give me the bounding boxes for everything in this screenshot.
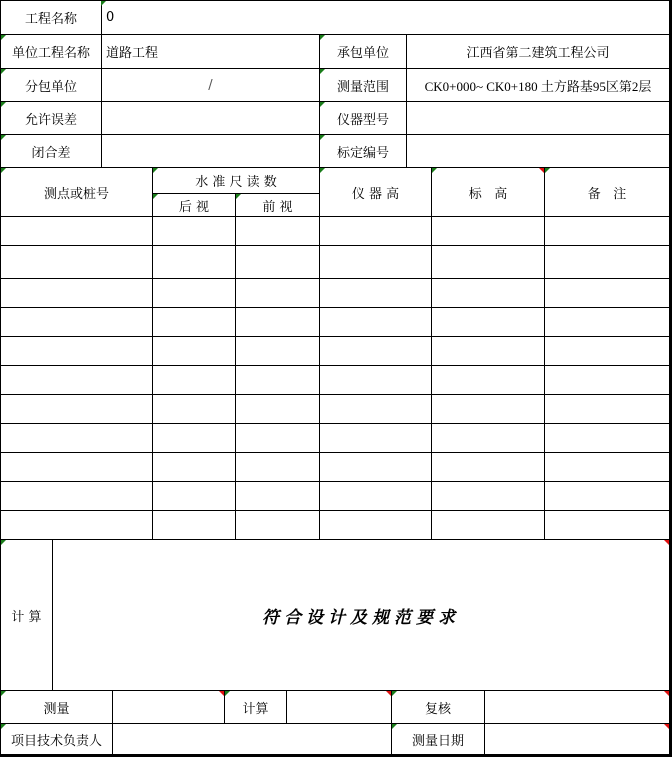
cell-elevation[interactable]: [432, 424, 544, 452]
cell-foresight[interactable]: [236, 511, 319, 539]
cell-backsight[interactable]: [153, 453, 235, 481]
cell-foresight[interactable]: [236, 246, 319, 278]
calibration-no-label: 标定编号: [336, 145, 389, 161]
cell-instrument-height[interactable]: [320, 217, 431, 245]
cell-elevation[interactable]: [432, 395, 544, 423]
cell-station[interactable]: [1, 424, 152, 452]
cell-elevation[interactable]: [432, 217, 544, 245]
cell-remarks[interactable]: [545, 511, 669, 539]
cell-elevation[interactable]: [432, 308, 544, 336]
cell-elevation[interactable]: [432, 366, 544, 394]
cell-remarks[interactable]: [545, 279, 669, 307]
cell-backsight[interactable]: [153, 308, 235, 336]
closure-error-field[interactable]: [102, 135, 319, 167]
cell-instrument-height[interactable]: [320, 246, 431, 278]
cell-backsight[interactable]: [153, 482, 235, 510]
unit-project-label: 单位工程名称: [11, 46, 90, 61]
reviewer-label: 复核: [424, 701, 451, 717]
cell-foresight[interactable]: [236, 395, 319, 423]
cell-backsight[interactable]: [153, 511, 235, 539]
calculation-result[interactable]: 符合设计及规范要求: [262, 607, 460, 628]
cell-remarks[interactable]: [545, 246, 669, 278]
cell-station[interactable]: [1, 308, 152, 336]
cell-instrument-height[interactable]: [320, 279, 431, 307]
surveyor-label: 测量: [43, 701, 70, 717]
cell-station[interactable]: [1, 337, 152, 365]
survey-range-field[interactable]: CK0+000~ CK0+180 土方路基95区第2层: [424, 78, 652, 94]
cell-instrument-height[interactable]: [320, 337, 431, 365]
survey-date-field[interactable]: [485, 724, 669, 754]
cell-instrument-height[interactable]: [320, 424, 431, 452]
project-name-label: 工程名称: [24, 12, 77, 27]
cell-remarks[interactable]: [545, 366, 669, 394]
project-name-field[interactable]: 0: [106, 10, 115, 25]
cell-remarks[interactable]: [545, 308, 669, 336]
column-header-backsight: 后 视: [178, 199, 210, 215]
cell-remarks[interactable]: [545, 217, 669, 245]
calculator-label: 计算: [242, 701, 269, 717]
surveyor-field[interactable]: [113, 691, 224, 723]
cell-elevation[interactable]: [432, 482, 544, 510]
cell-station[interactable]: [1, 482, 152, 510]
contractor-label: 承包单位: [336, 46, 389, 61]
tech-lead-label: 项目技术负责人: [10, 733, 102, 749]
column-header-elevation: 标 高: [468, 186, 508, 202]
tolerance-label: 允许误差: [24, 112, 77, 128]
cell-station[interactable]: [1, 511, 152, 539]
cell-foresight[interactable]: [236, 453, 319, 481]
cell-elevation[interactable]: [432, 246, 544, 278]
cell-backsight[interactable]: [153, 366, 235, 394]
cell-remarks[interactable]: [545, 453, 669, 481]
survey-date-label: 测量日期: [411, 733, 464, 749]
subcontractor-label: 分包单位: [24, 79, 77, 95]
column-header-remarks: 备 注: [587, 186, 627, 202]
cell-foresight[interactable]: [236, 337, 319, 365]
cell-foresight[interactable]: [236, 366, 319, 394]
contractor-field[interactable]: 江西省第二建筑工程公司: [466, 46, 610, 61]
closure-error-label: 闭合差: [31, 145, 71, 161]
cell-elevation[interactable]: [432, 337, 544, 365]
tolerance-field[interactable]: [102, 102, 319, 134]
cell-remarks[interactable]: [545, 482, 669, 510]
subcontractor-field[interactable]: /: [208, 77, 213, 93]
instrument-model-label: 仪器型号: [336, 112, 389, 128]
instrument-model-field[interactable]: [407, 102, 669, 134]
cell-foresight[interactable]: [236, 482, 319, 510]
cell-backsight[interactable]: [153, 395, 235, 423]
cell-instrument-height[interactable]: [320, 482, 431, 510]
column-header-rod-reading: 水 准 尺 读 数: [195, 175, 277, 190]
unit-project-field[interactable]: 道路工程: [106, 46, 159, 61]
cell-backsight[interactable]: [153, 246, 235, 278]
cell-station[interactable]: [1, 453, 152, 481]
cell-remarks[interactable]: [545, 424, 669, 452]
cell-instrument-height[interactable]: [320, 308, 431, 336]
cell-backsight[interactable]: [153, 279, 235, 307]
cell-foresight[interactable]: [236, 279, 319, 307]
cell-foresight[interactable]: [236, 424, 319, 452]
cell-remarks[interactable]: [545, 337, 669, 365]
cell-backsight[interactable]: [153, 424, 235, 452]
cell-instrument-height[interactable]: [320, 366, 431, 394]
calculator-field[interactable]: [287, 691, 391, 723]
cell-foresight[interactable]: [236, 217, 319, 245]
cell-remarks[interactable]: [545, 395, 669, 423]
survey-range-label: 测量范围: [336, 79, 389, 95]
calculation-label: 计 算: [11, 609, 42, 625]
calibration-no-field[interactable]: [407, 135, 669, 167]
column-header-station: 测点或桩号: [43, 186, 109, 202]
cell-station[interactable]: [1, 279, 152, 307]
cell-station[interactable]: [1, 395, 152, 423]
reviewer-field[interactable]: [485, 691, 669, 723]
cell-elevation[interactable]: [432, 279, 544, 307]
cell-instrument-height[interactable]: [320, 511, 431, 539]
tech-lead-field[interactable]: [113, 724, 391, 754]
cell-elevation[interactable]: [432, 511, 544, 539]
cell-foresight[interactable]: [236, 308, 319, 336]
cell-elevation[interactable]: [432, 453, 544, 481]
cell-backsight[interactable]: [153, 337, 235, 365]
column-header-instrument-height: 仪 器 高: [351, 186, 400, 202]
cell-station[interactable]: [1, 366, 152, 394]
cell-instrument-height[interactable]: [320, 395, 431, 423]
cell-station[interactable]: [1, 217, 152, 245]
column-header-foresight: 前 视: [262, 199, 293, 215]
cell-backsight[interactable]: [153, 217, 235, 245]
cell-station[interactable]: [1, 246, 152, 278]
cell-instrument-height[interactable]: [320, 453, 431, 481]
